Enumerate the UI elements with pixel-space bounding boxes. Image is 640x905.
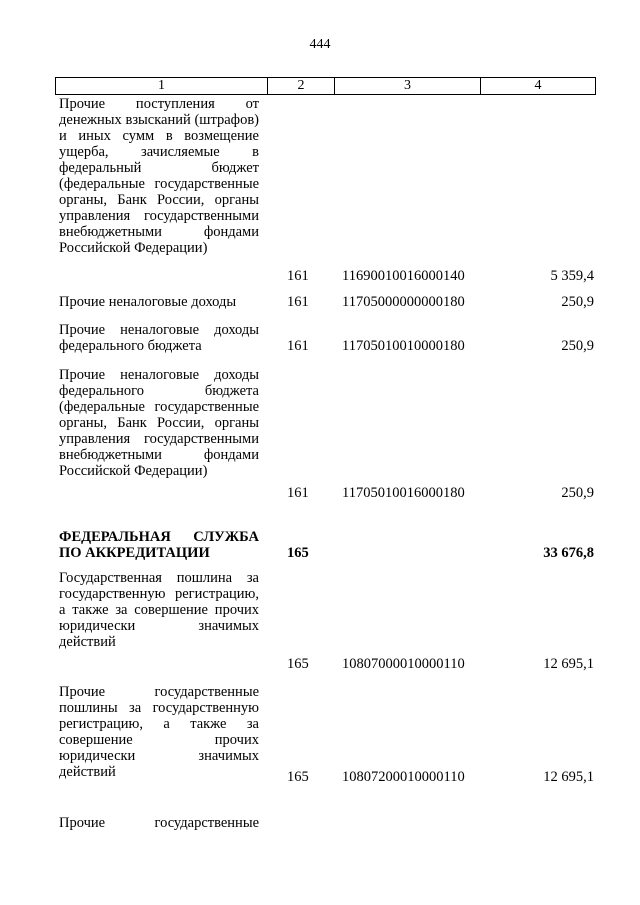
row-description: Прочие неналоговые доходы федерального бюджета [59, 322, 259, 354]
table-row [59, 684, 594, 794]
row-description: Прочие государственные пошлины за государственную регистрацию, а также за совершение прочих юридически значимых действий [59, 684, 259, 780]
table-row [59, 570, 594, 680]
row-code-2: 10807000010000110 [342, 656, 465, 672]
table-row [59, 815, 594, 835]
row-amount: 250,9 [561, 294, 594, 310]
row-amount: 12 695,1 [543, 769, 594, 785]
row-code-2: 10807200010000110 [342, 769, 465, 785]
row-code-1: 165 [287, 545, 309, 561]
table-row [59, 322, 594, 358]
header-col-4: 4 [534, 78, 542, 93]
row-code-1: 161 [287, 268, 309, 284]
row-code-1: 161 [287, 338, 309, 354]
header-col-1: 1 [56, 78, 268, 94]
row-code-1: 161 [287, 485, 309, 501]
table-row [59, 367, 594, 507]
row-amount: 5 359,4 [550, 268, 594, 284]
row-description: Прочие неналоговые доходы федерального бюджета (федеральные государственные органы, Банк России, органы управления государственными внебюджетными фондами Российской Федерации) [59, 367, 259, 479]
header-col-3: 3 [335, 78, 481, 94]
row-description: Прочие неналоговые доходы [59, 294, 237, 310]
row-code-2: 11690010016000140 [342, 268, 465, 284]
row-description: Прочие поступления от денежных взысканий (штрафов) и иных сумм в возмещение ущерба, зачисляемые в федеральный бюджет (федеральные государственные органы, Банк России, органы управления государственными внебюджетными фондами Российской Федерации) [59, 96, 259, 256]
row-description: Прочие государственные [59, 815, 259, 831]
table-row [59, 294, 594, 314]
row-amount: 250,9 [561, 485, 594, 501]
table-row-section [59, 529, 594, 565]
row-code-2: 11705010016000180 [342, 485, 465, 501]
row-amount: 250,9 [561, 338, 594, 354]
row-amount: 12 695,1 [543, 656, 594, 672]
row-code-2: 11705010010000180 [342, 338, 465, 354]
table-header [55, 77, 596, 95]
row-code-1: 161 [287, 294, 309, 310]
table-row [59, 96, 594, 286]
row-description: Государственная пошлина за государственную регистрацию, а также за совершение прочих юридически значимых действий [59, 570, 259, 650]
page-number: 444 [309, 37, 331, 52]
row-amount: 33 676,8 [543, 545, 594, 561]
row-code-1: 165 [287, 769, 309, 785]
row-code-1: 165 [287, 656, 309, 672]
row-code-2: 11705000000000180 [342, 294, 465, 310]
section-title: ФЕДЕРАЛЬНАЯ СЛУЖБА ПО АККРЕДИТАЦИИ [59, 529, 259, 561]
header-col-2: 2 [268, 78, 335, 94]
